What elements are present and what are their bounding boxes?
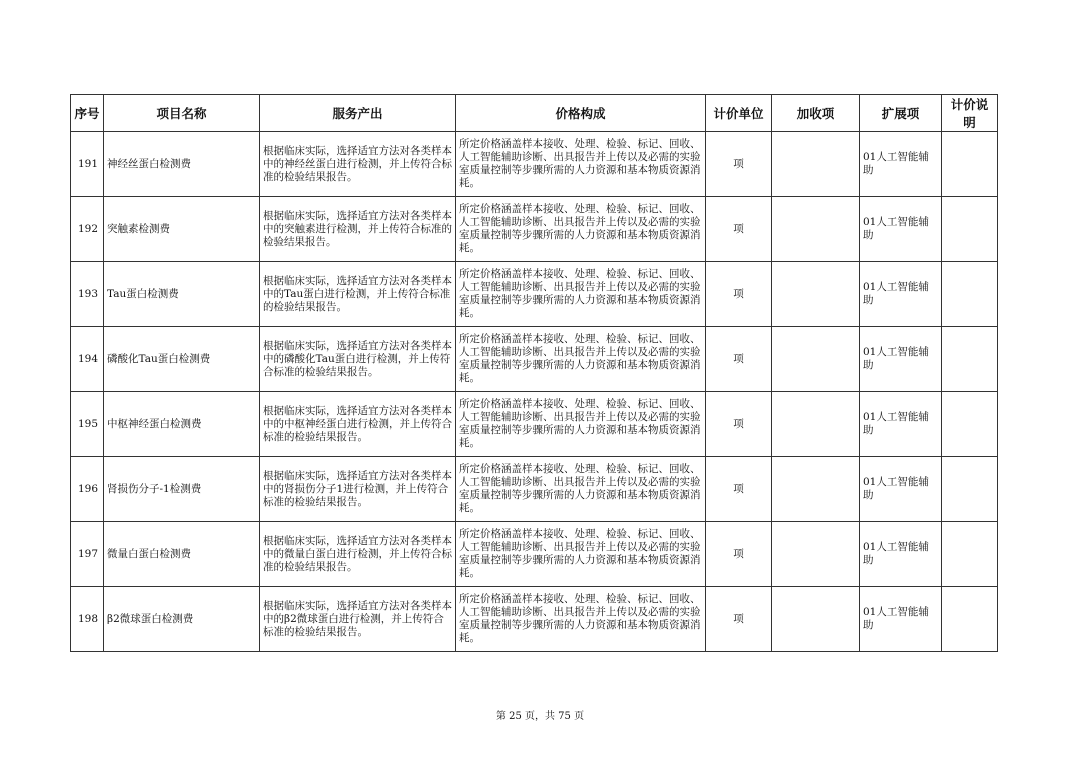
- header-extension: 扩展项: [860, 95, 942, 132]
- cell-service: 根据临床实际，选择适宜方法对各类样本中的突触素进行检测，并上传符合标准的检验结果报告。: [260, 197, 456, 262]
- header-price: 价格构成: [456, 95, 706, 132]
- table-row: [71, 262, 998, 327]
- header-note: 计价说明: [942, 95, 998, 132]
- cell-note: [942, 262, 998, 327]
- cell-price: 所定价格涵盖样本接收、处理、检验、标记、回收、人工智能辅助诊断、出具报告并上传以及必需的实验室质量控制等步骤所需的人力资源和基本物质资源消耗。: [456, 392, 706, 457]
- cell-surcharge: [772, 457, 860, 522]
- cell-unit: 项: [706, 262, 772, 327]
- cell-surcharge: [772, 587, 860, 652]
- cell-service: 根据临床实际，选择适宜方法对各类样本中的Tau蛋白进行检测，并上传符合标准的检验结果报告。: [260, 262, 456, 327]
- header-name: 项目名称: [104, 95, 260, 132]
- cell-no: 191: [71, 132, 104, 197]
- cell-name: 突触素检测费: [104, 197, 260, 262]
- table-row: [71, 392, 998, 457]
- cell-unit: 项: [706, 197, 772, 262]
- cell-name: β2微球蛋白检测费: [104, 587, 260, 652]
- cell-no: 198: [71, 587, 104, 652]
- cell-note: [942, 587, 998, 652]
- cell-extension: 01人工智能辅助: [860, 262, 942, 327]
- cell-surcharge: [772, 197, 860, 262]
- cell-name: 神经丝蛋白检测费: [104, 132, 260, 197]
- cell-name: Tau蛋白检测费: [104, 262, 260, 327]
- cell-unit: 项: [706, 587, 772, 652]
- cell-extension: 01人工智能辅助: [860, 197, 942, 262]
- cell-service: 根据临床实际，选择适宜方法对各类样本中的肾损伤分子1进行检测，并上传符合标准的检验结果报告。: [260, 457, 456, 522]
- cell-no: 197: [71, 522, 104, 587]
- cell-name: 中枢神经蛋白检测费: [104, 392, 260, 457]
- pricing-table: [70, 94, 998, 652]
- cell-no: 192: [71, 197, 104, 262]
- cell-price: 所定价格涵盖样本接收、处理、检验、标记、回收、人工智能辅助诊断、出具报告并上传以及必需的实验室质量控制等步骤所需的人力资源和基本物质资源消耗。: [456, 197, 706, 262]
- header-no: 序号: [71, 95, 104, 132]
- cell-surcharge: [772, 392, 860, 457]
- cell-no: 196: [71, 457, 104, 522]
- cell-name: 微量白蛋白检测费: [104, 522, 260, 587]
- table-row: [71, 327, 998, 392]
- cell-note: [942, 522, 998, 587]
- header-service: 服务产出: [260, 95, 456, 132]
- table-row: [71, 197, 998, 262]
- cell-service: 根据临床实际，选择适宜方法对各类样本中的神经丝蛋白进行检测，并上传符合标准的检验结果报告。: [260, 132, 456, 197]
- table-row: [71, 132, 998, 197]
- page-number: 第 25 页，共 75 页: [495, 711, 585, 722]
- cell-price: 所定价格涵盖样本接收、处理、检验、标记、回收、人工智能辅助诊断、出具报告并上传以及必需的实验室质量控制等步骤所需的人力资源和基本物质资源消耗。: [456, 522, 706, 587]
- cell-unit: 项: [706, 392, 772, 457]
- cell-price: 所定价格涵盖样本接收、处理、检验、标记、回收、人工智能辅助诊断、出具报告并上传以及必需的实验室质量控制等步骤所需的人力资源和基本物质资源消耗。: [456, 457, 706, 522]
- cell-service: 根据临床实际，选择适宜方法对各类样本中的磷酸化Tau蛋白进行检测，并上传符合标准的检验结果报告。: [260, 327, 456, 392]
- table-row: [71, 457, 998, 522]
- cell-extension: 01人工智能辅助: [860, 587, 942, 652]
- cell-extension: 01人工智能辅助: [860, 392, 942, 457]
- cell-service: 根据临床实际，选择适宜方法对各类样本中的β2微球蛋白进行检测，并上传符合标准的检验结果报告。: [260, 587, 456, 652]
- cell-service: 根据临床实际，选择适宜方法对各类样本中的微量白蛋白进行检测，并上传符合标准的检验结果报告。: [260, 522, 456, 587]
- cell-extension: 01人工智能辅助: [860, 457, 942, 522]
- cell-extension: 01人工智能辅助: [860, 522, 942, 587]
- cell-surcharge: [772, 262, 860, 327]
- table-row: [71, 587, 998, 652]
- header-row: [71, 95, 998, 132]
- cell-note: [942, 392, 998, 457]
- cell-price: 所定价格涵盖样本接收、处理、检验、标记、回收、人工智能辅助诊断、出具报告并上传以及必需的实验室质量控制等步骤所需的人力资源和基本物质资源消耗。: [456, 327, 706, 392]
- cell-unit: 项: [706, 522, 772, 587]
- cell-extension: 01人工智能辅助: [860, 327, 942, 392]
- cell-no: 193: [71, 262, 104, 327]
- cell-name: 磷酸化Tau蛋白检测费: [104, 327, 260, 392]
- header-unit: 计价单位: [706, 95, 772, 132]
- cell-price: 所定价格涵盖样本接收、处理、检验、标记、回收、人工智能辅助诊断、出具报告并上传以及必需的实验室质量控制等步骤所需的人力资源和基本物质资源消耗。: [456, 262, 706, 327]
- cell-unit: 项: [706, 327, 772, 392]
- cell-note: [942, 132, 998, 197]
- cell-surcharge: [772, 327, 860, 392]
- cell-note: [942, 197, 998, 262]
- cell-no: 194: [71, 327, 104, 392]
- cell-no: 195: [71, 392, 104, 457]
- cell-name: 肾损伤分子-1检测费: [104, 457, 260, 522]
- cell-unit: 项: [706, 132, 772, 197]
- cell-extension: 01人工智能辅助: [860, 132, 942, 197]
- cell-price: 所定价格涵盖样本接收、处理、检验、标记、回收、人工智能辅助诊断、出具报告并上传以及必需的实验室质量控制等步骤所需的人力资源和基本物质资源消耗。: [456, 132, 706, 197]
- cell-service: 根据临床实际，选择适宜方法对各类样本中的中枢神经蛋白进行检测，并上传符合标准的检验结果报告。: [260, 392, 456, 457]
- cell-unit: 项: [706, 457, 772, 522]
- cell-surcharge: [772, 522, 860, 587]
- cell-price: 所定价格涵盖样本接收、处理、检验、标记、回收、人工智能辅助诊断、出具报告并上传以及必需的实验室质量控制等步骤所需的人力资源和基本物质资源消耗。: [456, 587, 706, 652]
- cell-note: [942, 327, 998, 392]
- table-row: [71, 522, 998, 587]
- header-surcharge: 加收项: [772, 95, 860, 132]
- cell-surcharge: [772, 132, 860, 197]
- cell-note: [942, 457, 998, 522]
